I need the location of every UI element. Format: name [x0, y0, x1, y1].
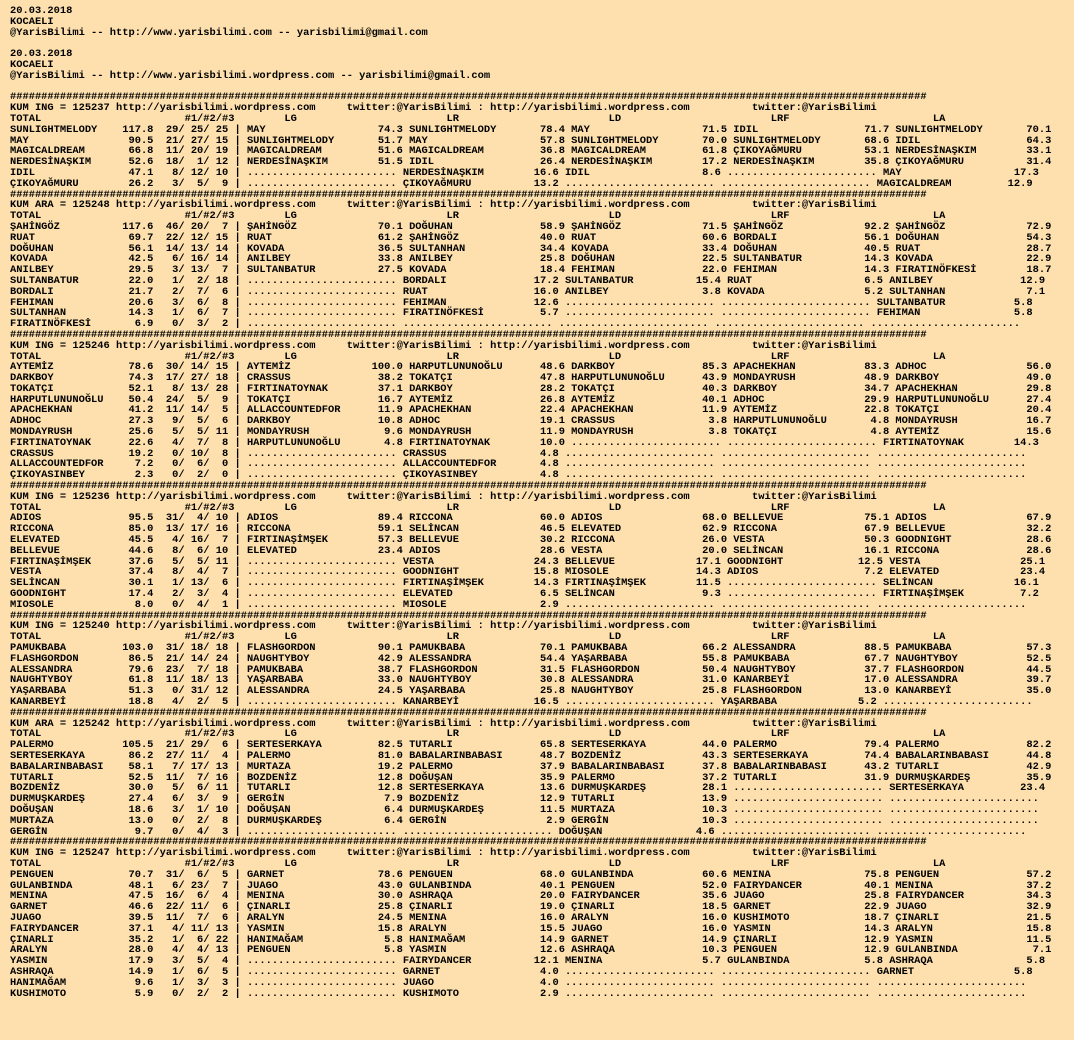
result-row: BABALARINBABASI 58.1 7/ 17/ 13 | MURTAZA 19.2 PALERMO 37.9 BABALARINBABASI 37.8 BABALARINBABASI 43.2 TUTARLI 42.9	[10, 760, 1052, 773]
result-row: BORDALI 21.7 2/ 7/ 6 | ........................ RUAT 16.0 ANILBEY 3.8 KOVADA 5.2 SULTANHAN 7.1	[10, 285, 1046, 298]
result-row: TUTARLI 52.5 11/ 7/ 16 | BOZDENİZ 12.8 DOĞUŞAN 35.9 PALERMO 37.2 TUTARLI 31.9 DURMUŞKARDEŞ 35.9	[10, 771, 1052, 784]
result-row: SERTESERKAYA 86.2 27/ 11/ 4 | PALERMO 81.0 BABALARINBABASI 48.7 BOZDENİZ 43.3 SERTESERKAYA 74.4 BABALARINBABASI 44.8	[10, 749, 1052, 762]
section-title: KUM ARA = 125242 http://yarisbilimi.wordpress.com twitter:@YarisBilimi : http://yarisbilimi.wordpress.com twitter:@YarisBilimi	[10, 717, 877, 730]
result-row: GARNET 46.6 22/ 11/ 6 | ÇINARLI 25.8 ÇINARLI 19.0 ÇINARLI 18.5 GARNET 22.9 JUAGO 32.9	[10, 901, 1052, 914]
result-row: VESTA 37.4 8/ 4/ 7 | ........................ GOODNIGHT 15.8 MIOSOLE 14.3 ADIOS 7.2 ELEVATED 23.4	[10, 566, 1046, 579]
result-row: ALLACCOUNTEDFOR 7.2 0/ 6/ 0 | ........................ ALLACCOUNTEDFOR 4.8 ........................ ........................ ........................	[10, 458, 1027, 471]
header-line: 20.03.2018	[10, 5, 73, 17]
header-line: 20.03.2018	[10, 48, 73, 61]
result-row: NERDESİNAŞKIM 52.6 18/ 1/ 12 | NERDESİNAŞKIM 51.5 IDIL 26.4 NERDESİNAŞKIM 17.2 NERDESİNAŞKIM 35.8 ÇIKOYAĞMURU 31.4	[10, 156, 1052, 169]
result-row: IDIL 47.1 8/ 12/ 10 | ........................ NERDESİNAŞKIM 16.6 IDIL 8.6 ........................ MAY 17.3	[10, 166, 1039, 179]
result-row: APACHEKHAN 41.2 11/ 14/ 5 | ALLACCOUNTEDFOR 11.9 APACHEKHAN 22.4 APACHEKHAN 11.9 AYTEMİZ 22.8 TOKATÇI 20.4	[10, 404, 1052, 417]
result-row: CRASSUS 19.2 0/ 10/ 8 | ........................ CRASSUS 4.8 ........................ ........................ ........................	[10, 447, 1027, 460]
result-row: FIRTINAŞİMŞEK 37.6 5/ 5/ 11 | ........................ VESTA 24.3 BELLEVUE 17.1 GOODNIGHT 12.5 VESTA 25.1	[10, 555, 1046, 568]
result-row: YAŞARBABA 51.3 0/ 31/ 12 | ALESSANDRA 24.5 YAŞARBABA 25.8 NAUGHTYBOY 25.8 FLASHGORDON 13.0 KANARBEYİ 35.0	[10, 685, 1052, 698]
result-row: SULTANHAN 14.3 1/ 6/ 7 | ........................ FIRATINÖFKESİ 5.7 ........................ ........................ FEHIMAN 5.8	[10, 307, 1033, 320]
header-line: @YarisBilimi -- http://www.yarisbilimi.wordpress.com -- yarisbilimi@gmail.com	[10, 69, 491, 82]
result-row: YASMIN 17.9 3/ 5/ 4 | ........................ FAIRYDANCER 12.1 MENINA 5.7 GULANBINDA 5.8 ASHRAQA 5.8	[10, 955, 1046, 968]
result-row: BOZDENİZ 30.0 5/ 6/ 11 | TUTARLI 12.8 SERTESERKAYA 13.6 DURMUŞKARDEŞ 28.1 ........................ SERTESERKAYA 23.4	[10, 782, 1046, 795]
result-row: FEHIMAN 20.6 3/ 6/ 8 | ........................ FEHIMAN 12.6 ........................ ........................ SULTANBATUR 5.8	[10, 296, 1033, 309]
result-row: ADHOC 27.3 9/ 5/ 6 | DARKBOY 10.8 ADHOC 19.1 CRASSUS 3.8 HARPUTLUNUNOĞLU 4.8 MONDAYRUSH 16.7	[10, 415, 1052, 428]
result-row: KANARBEYİ 18.8 4/ 2/ 5 | ........................ KANARBEYİ 16.5 ........................ YAŞARBABA 5.2 ........................	[10, 696, 1033, 708]
result-row: FLASHGORDON 86.5 21/ 14/ 24 | NAUGHTYBOY 42.9 ALESSANDRA 54.4 YAŞARBABA 55.8 PAMUKBABA 67.7 NAUGHTYBOY 52.5	[10, 652, 1052, 665]
result-row: DOĞUHAN 56.1 14/ 13/ 14 | KOVADA 36.5 SULTANHAN 34.4 KOVADA 33.4 DOĞUHAN 40.5 RUAT 28.7	[10, 242, 1052, 255]
column-header-row: TOTAL #1/#2/#3 LG LR LD LRF LA	[10, 350, 946, 363]
result-row: KUSHIMOTO 5.9 0/ 2/ 2 | ........................ KUSHIMOTO 2.9 ........................ ........................ ........................	[10, 987, 1027, 1000]
result-row: RUAT 69.7 22/ 12/ 15 | RUAT 61.2 ŞAHİNGÖZ 40.0 RUAT 60.6 BORDALI 56.1 DOĞUHAN 54.3	[10, 231, 1052, 244]
spacer	[10, 38, 1074, 49]
result-row: MAY 90.5 21/ 27/ 15 | SUNLIGHTMELODY 51.7 MAY 57.8 SUNLIGHTMELODY 70.0 SUNLIGHTMELODY 68.6 IDIL 64.3	[10, 134, 1052, 147]
result-row: MURTAZA 13.0 0/ 2/ 8 | DURMUŞKARDEŞ 6.4 GERGİN 2.9 GERGİN 10.3 ........................ ........................	[10, 814, 1039, 827]
section-title: KUM ING = 125237 http://yarisbilimi.wordpress.com twitter:@YarisBilimi : http://yarisbilimi.wordpress.com twitter:@YarisBilimi	[10, 102, 877, 115]
result-row: ASHRAQA 14.9 1/ 6/ 5 | ........................ GARNET 4.0 ........................ ........................ GARNET 5.8	[10, 965, 1033, 978]
result-row: JUAGO 39.5 11/ 7/ 6 | ARALYN 24.5 MENINA 16.0 ARALYN 16.0 KUSHIMOTO 18.7 ÇINARLI 21.5	[10, 911, 1052, 924]
result-row: PALERMO 105.5 21/ 29/ 6 | SERTESERKAYA 82.5 TUTARLI 65.8 SERTESERKAYA 44.0 PALERMO 79.4 PALERMO 82.2	[10, 739, 1052, 752]
result-row: GERGİN 9.7 0/ 4/ 3 | ........................ ........................ DOĞUŞAN 4.6 ........................ ........................	[10, 825, 1027, 838]
result-row: FIRATINÖFKESİ 6.9 0/ 3/ 2 | ........................ ........................ ........................ ........................ ........................	[10, 318, 1021, 331]
result-row: MONDAYRUSH 25.6 5/ 5/ 11 | MONDAYRUSH 9.6 MONDAYRUSH 11.9 MONDAYRUSH 3.8 TOKATÇI 4.8 AYTEMİZ 15.6	[10, 426, 1052, 439]
result-row: ARALYN 28.0 4/ 4/ 13 | PENGUEN 5.8 YASMIN 12.6 ASHRAQA 10.3 PENGUEN 12.9 GULANBINDA 7.1	[10, 944, 1052, 957]
column-header-row: TOTAL #1/#2/#3 LG LR LD LRF LA	[10, 210, 946, 223]
section-separator: ###################################################################################################################################################	[10, 480, 927, 493]
result-row: ÇIKOYAĞMURU 26.2 3/ 5/ 9 | ........................ ÇIKOYAĞMURU 13.2 ........................ ........................ MAGICALDREAM 12.9	[10, 177, 1033, 190]
result-row: ELEVATED 45.5 4/ 16/ 7 | FIRTINAŞİMŞEK 57.3 BELLEVUE 30.2 RICCONA 26.0 VESTA 50.3 GOODNIGHT 28.6	[10, 534, 1052, 547]
section-title: KUM ING = 125240 http://yarisbilimi.wordpress.com twitter:@YarisBilimi : http://yarisbilimi.wordpress.com twitter:@YarisBilimi	[10, 620, 877, 633]
result-row: MIOSOLE 8.0 0/ 4/ 1 | ........................ MIOSOLE 2.9 ........................ ........................ ........................	[10, 598, 1027, 611]
result-row: NAUGHTYBOY 61.8 11/ 18/ 13 | YAŞARBABA 33.0 NAUGHTYBOY 30.8 ALESSANDRA 31.0 KANARBEYİ 17.0 ALESSANDRA 39.7	[10, 674, 1052, 687]
result-row: GOODNIGHT 17.4 2/ 3/ 4 | ........................ ELEVATED 6.5 SELİNCAN 9.3 ........................ FIRTINAŞİMŞEK 7.2	[10, 588, 1039, 601]
section-separator: ###################################################################################################################################################	[10, 328, 927, 341]
result-row: MENINA 47.5 16/ 6/ 4 | MENINA 30.0 ASHRAQA 20.0 FAIRYDANCER 35.6 JUAGO 25.8 FAIRYDANCER 34.3	[10, 890, 1052, 903]
result-row: PENGUEN 70.7 31/ 6/ 5 | GARNET 78.6 PENGUEN 68.0 GULANBINDA 60.6 MENINA 75.8 PENGUEN 57.2	[10, 868, 1052, 881]
section-separator: ###################################################################################################################################################	[10, 91, 927, 104]
column-header-row: TOTAL #1/#2/#3 LG LR LD LRF LA	[10, 857, 946, 870]
result-row: DURMUŞKARDEŞ 27.4 6/ 3/ 9 | GERGİN 7.9 BOZDENİZ 12.9 TUTARLI 13.9 ........................ ........................	[10, 793, 1039, 806]
result-row: SUNLIGHTMELODY 117.8 29/ 25/ 25 | MAY 74.3 SUNLIGHTMELODY 78.4 MAY 71.5 IDIL 71.7 SUNLIGHTMELODY 70.1	[10, 123, 1052, 136]
result-row: KOVADA 42.5 6/ 16/ 14 | ANILBEY 33.8 ANILBEY 25.8 DOĞUHAN 22.5 SULTANBATUR 14.3 KOVADA 22.9	[10, 253, 1052, 266]
column-header-row: TOTAL #1/#2/#3 LG LR LD LRF LA	[10, 728, 946, 741]
result-row: ŞAHİNGÖZ 117.6 46/ 20/ 7 | ŞAHİNGÖZ 70.1 DOĞUHAN 58.9 ŞAHİNGÖZ 71.5 ŞAHİNGÖZ 92.2 ŞAHİNGÖZ 72.9	[10, 220, 1052, 233]
result-row: HANIMAĞAM 9.6 1/ 3/ 3 | ........................ JUAGO 4.0 ........................ ........................ ........................	[10, 976, 1027, 989]
result-row: ALESSANDRA 79.6 23/ 7/ 18 | PAMUKBABA 38.7 FLASHGORDON 31.5 FLASHGORDON 50.4 NAUGHTYBOY 37.7 FLASHGORDON 44.5	[10, 663, 1052, 676]
result-row: DOĞUŞAN 18.6 3/ 1/ 10 | DOĞUŞAN 6.4 DURMUŞKARDEŞ 11.5 MURTAZA 10.3 ........................ ........................	[10, 803, 1039, 816]
result-row: FAIRYDANCER 37.1 4/ 11/ 13 | YASMIN 15.8 ARALYN 15.5 JUAGO 16.0 YASMIN 14.3 ARALYN 15.8	[10, 922, 1052, 935]
section-separator: ###################################################################################################################################################	[10, 188, 927, 201]
result-row: ÇIKOYASINBEY 2.3 0/ 2/ 0 | ........................ ÇIKOYASINBEY 4.8 ........................ ........................ ........................	[10, 469, 1027, 482]
result-row: SELİNCAN 30.1 1/ 13/ 6 | ........................ FIRTINAŞİMŞEK 14.3 FIRTINAŞİMŞEK 11.5 ........................ SELİNCAN 16.1	[10, 577, 1039, 590]
result-row: TOKATÇI 52.1 8/ 13/ 28 | FIRTINATOYNAK 37.1 DARKBOY 28.2 TOKATÇI 40.3 DARKBOY 34.7 APACHEKHAN 29.8	[10, 382, 1052, 395]
column-header-row: TOTAL #1/#2/#3 LG LR LD LRF LA	[10, 501, 946, 514]
result-row: MAGICALDREAM 66.8 11/ 20/ 19 | MAGICALDREAM 51.6 MAGICALDREAM 36.8 MAGICALDREAM 61.8 ÇIKOYAĞMURU 53.1 NERDESİNAŞKIM 33.1	[10, 145, 1052, 158]
column-header-row: TOTAL #1/#2/#3 LG LR LD LRF LA	[10, 112, 946, 125]
result-row: GULANBINDA 48.1 6/ 23/ 7 | JUAGO 43.0 GULANBINDA 40.1 PENGUEN 52.0 FAIRYDANCER 40.1 MENINA 37.2	[10, 879, 1052, 892]
section-separator: ###################################################################################################################################################	[10, 609, 927, 622]
section-separator: ###################################################################################################################################################	[10, 706, 927, 719]
result-row: AYTEMİZ 78.6 30/ 14/ 15 | AYTEMİZ 100.0 HARPUTLUNUNOĞLU 48.6 DARKBOY 85.3 APACHEKHAN 83.3 ADHOC 56.0	[10, 361, 1052, 374]
section-separator: ###################################################################################################################################################	[10, 836, 927, 849]
header-line: KOCAELI	[10, 15, 54, 28]
header-line: @YarisBilimi -- http://www.yarisbilimi.com -- yarisbilimi@gmail.com	[10, 26, 428, 39]
section-title: KUM ARA = 125248 http://yarisbilimi.wordpress.com twitter:@YarisBilimi : http://yarisbilimi.wordpress.com twitter:@YarisBilimi	[10, 199, 877, 212]
section-title: KUM ING = 125246 http://yarisbilimi.wordpress.com twitter:@YarisBilimi : http://yarisbilimi.wordpress.com twitter:@YarisBilimi	[10, 339, 877, 352]
result-row: HARPUTLUNUNOĞLU 50.4 24/ 5/ 9 | TOKATÇI 16.7 AYTEMİZ 26.8 AYTEMİZ 40.1 ADHOC 29.9 HARPUTLUNUNOĞLU 27.4	[10, 393, 1052, 406]
result-row: ANILBEY 29.5 3/ 13/ 7 | SULTANBATUR 27.5 KOVADA 18.4 FEHIMAN 22.0 FEHIMAN 14.3 FIRATINÖFKESİ 18.7	[10, 264, 1052, 277]
result-row: RICCONA 85.0 13/ 17/ 16 | RICCONA 59.1 SELİNCAN 46.5 ELEVATED 62.9 RICCONA 67.9 BELLEVUE 32.2	[10, 523, 1052, 536]
result-row: DARKBOY 74.3 17/ 27/ 18 | CRASSUS 38.2 TOKATÇI 47.8 HARPUTLUNUNOĞLU 43.9 MONDAYRUSH 48.9 DARKBOY 49.0	[10, 372, 1052, 385]
column-header-row: TOTAL #1/#2/#3 LG LR LD LRF LA	[10, 631, 946, 644]
result-row: FIRTINATOYNAK 22.6 4/ 7/ 8 | HARPUTLUNUNOĞLU 4.8 FIRTINATOYNAK 10.0 ........................ ........................ FIRTINATOYNAK 14.3	[10, 436, 1039, 449]
result-row: ÇINARLI 35.2 1/ 6/ 22 | HANIMAĞAM 5.8 HANIMAĞAM 14.9 GARNET 14.9 ÇINARLI 12.9 YASMIN 11.5	[10, 933, 1052, 946]
result-row: BELLEVUE 44.6 8/ 6/ 10 | ELEVATED 23.4 ADIOS 28.6 VESTA 20.0 SELİNCAN 16.1 RICCONA 28.6	[10, 544, 1052, 557]
section-title: KUM ING = 125236 http://yarisbilimi.wordpress.com twitter:@YarisBilimi : http://yarisbilimi.wordpress.com twitter:@YarisBilimi	[10, 490, 877, 503]
result-row: SULTANBATUR 22.0 1/ 2/ 18 | ........................ BORDALI 17.2 SULTANBATUR 15.4 RUAT 6.5 ANILBEY 12.9	[10, 274, 1046, 287]
result-row: ADIOS 95.5 31/ 4/ 10 | ADIOS 89.4 RICCONA 60.0 ADIOS 68.0 BELLEVUE 75.1 ADIOS 67.9	[10, 512, 1052, 525]
result-row: PAMUKBABA 103.0 31/ 18/ 18 | FLASHGORDON 90.1 PAMUKBABA 70.1 PAMUKBABA 66.2 ALESSANDRA 88.5 PAMUKBABA 57.3	[10, 642, 1052, 655]
section-title: KUM ING = 125247 http://yarisbilimi.wordpress.com twitter:@YarisBilimi : http://yarisbilimi.wordpress.com twitter:@YarisBilimi	[10, 847, 877, 860]
header-line: KOCAELI	[10, 58, 54, 71]
